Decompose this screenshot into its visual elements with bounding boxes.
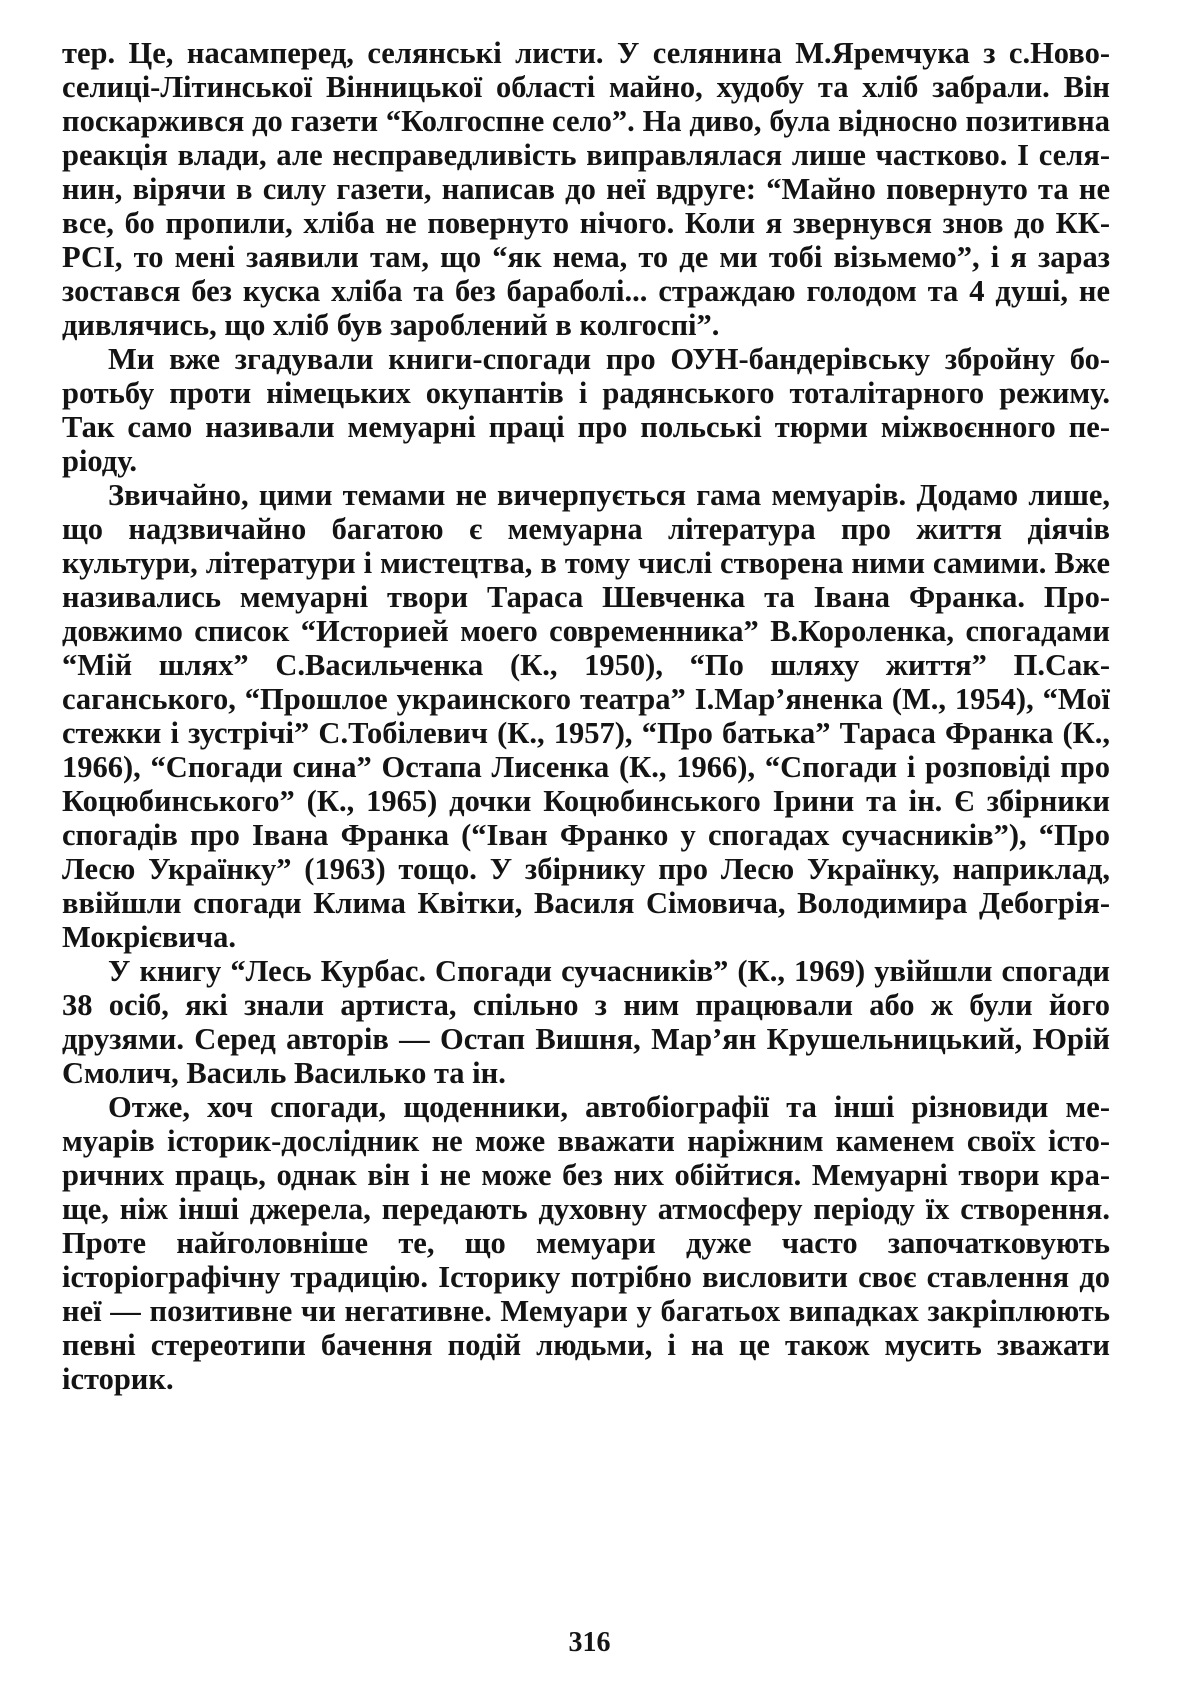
paragraph-cultural-memoirs: Звичайно, цими темами не вичерпується гама мемуарів. Додамо лише, що надзвичайно багатою є мемуарна література про життя діячів культури, літератури і мистецтва, в тому числі створена ними самими. Вже називались мемуарні твори Тараса Шевченка та Івана Франка. Продовжимо список “Историей моего современника” В.Короленка, спогадами “Мій шлях” С.Васильченка (К., 1950), “По шляху життя” П.Саксаганського, “Прошлое украинского театра” І.Мар’яненка (М., 1954), “Мої стежки і зустрічі” С.Тобілевич (К., 1957), “Про батька” Тараса Франка (К., 1966), “Спогади сина” Остапа Лисенка (К., 1966), “Спогади і розповіді про Коцюбинського” (К., 1965) дочки Коцюбинського Ірини та ін. Є збірники спогадів про Івана Франка (“Іван Франко у спогадах сучасників”), “Про Лесю Українку” (1963) тощо. У збірнику про Лесю Українку, наприклад, ввійшли спогади Клима Квітки, Василя Сімовича, Володимира Дебогрія-Мокрієвича.: [62, 478, 1110, 954]
paragraph-conclusion: Отже, хоч спогади, щоденники, автобіографії та інші різновиди мемуарів історик-дослідник не може вважати наріжним каменем своїх історичних праць, однак він і не може без них обійтися. Мемуарні твори краще, ніж інші джерела, передають духовну атмосферу періоду їх створення. Проте найголовніше те, що мемуари дуже часто започатковують історіографічну традицію. Історику потрібно висловити своє ставлення до неї — позитивне чи негативне. Мемуари у багатьох випадках закріплюють певні стереотипи бачення подій людьми, і на це також мусить зважати історик.: [62, 1090, 1110, 1396]
paragraph-peasant-letters: тер. Це, насамперед, селянські листи. У селянина М.Яремчука з с.Новоселиці-Літинської Вінницької області майно, худобу та хліб забрали. Він поскаржився до газети “Колгоспне село”. На диво, була відносно позитивна реакція влади, але несправедливість виправлялася лише частково. І селянин, вірячи в силу газети, написав до неї вдруге: “Майно повернуто та не все, бо пропили, хліба не повернуто нічого. Коли я звернувся знов до ККРСІ, то мені заявили там, що “як нема, то де ми тобі візьмемо”, і я зараз зостався без куска хліба та без бараболі... страждаю голодом та 4 душі, не дивлячись, що хліб був зароблений в колгоспі”.: [62, 36, 1110, 342]
page-number: 316: [568, 1627, 611, 1658]
paragraph-kurbas-memoirs: У книгу “Лесь Курбас. Спогади сучасників” (К., 1969) увійшли спогади 38 осіб, які знали артиста, спільно з ним працювали або ж були його друзями. Серед авторів — Остап Вишня, Мар’ян Крушельницький, Юрій Смолич, Василь Василько та ін.: [62, 954, 1110, 1090]
body-text: [62, 36, 1110, 1396]
paragraph-oun-memoirs: Ми вже згадували книги-спогади про ОУН-бандерівську збройну боротьбу проти німецьких окупантів і радянського тоталітарного режиму. Так само називали мемуарні праці про польські тюрми міжвоєнного періоду.: [62, 342, 1110, 478]
